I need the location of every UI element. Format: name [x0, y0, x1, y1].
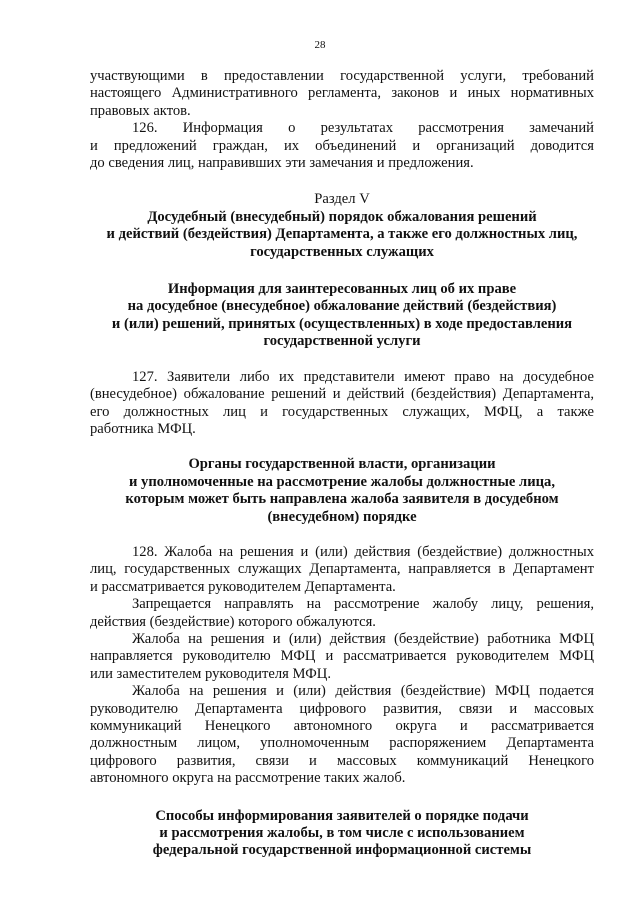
text-line: Запрещается направлять на рассмотрение жалобу лицу, решения, — [132, 596, 594, 613]
heading-line: и (или) решений, принятых (осуществленных) в ходе предоставления — [111, 315, 573, 332]
continuation-paragraph — [90, 68, 594, 120]
heading-line: и действий (бездействия) Департамента, а также его должностных лиц, — [106, 226, 578, 243]
heading-line: на досудебное (внесудебное) обжалование действий (бездействия) — [127, 298, 557, 315]
text-line: цифрового развития, связи и массовых коммуникаций Ненецкого — [90, 752, 594, 769]
text-line: и рассматривается руководителем Департамента. — [90, 578, 396, 595]
text-line: 127. Заявители либо их представители имеют право на досудебное — [132, 368, 594, 385]
heading-line: федеральной государственной информационной системы — [152, 842, 532, 859]
paragraph-128 — [90, 544, 594, 596]
text-line: участвующими в предоставлении государственной услуги, требований — [90, 68, 594, 84]
paragraph-128-prohibition — [90, 596, 594, 631]
text-line: направляется руководителю МФЦ и рассматривается руководителем МФЦ — [90, 648, 594, 665]
text-line: 128. Жалоба на решения и (или) действия (бездействие) должностных — [132, 543, 594, 560]
text-line: его должностных лиц и государственных служащих, МФЦ, а также — [90, 403, 594, 420]
page-number: 28 — [314, 39, 326, 51]
heading-line: государственной услуги — [263, 333, 421, 350]
heading-line: (внесудебном) порядке — [267, 508, 417, 525]
heading-line: которым может быть направлена жалоба заявителя в досудебном — [125, 491, 559, 508]
text-line: 126. Информация о результатах рассмотрения замечаний — [132, 120, 594, 137]
text-line: руководителю Департамента цифрового развития, связи и массовых — [90, 700, 594, 717]
text-line: автономного округа на рассмотрение таких жалоб. — [90, 770, 406, 787]
text-line: Жалоба на решения и (или) действия (бездействие) МФЦ подается — [132, 683, 594, 700]
heading-line: Органы государственной власти, организации — [188, 456, 496, 473]
page-content — [90, 68, 594, 860]
text-line: и предложений граждан, их объединений и организаций доводится — [90, 137, 594, 154]
paragraph-127 — [90, 369, 594, 439]
text-line: лиц, государственных служащих Департамента, направляется в Департамент — [90, 561, 594, 578]
heading-line: государственных служащих — [250, 243, 434, 260]
heading-line: и уполномоченные на рассмотрение жалобы должностные лица, — [129, 473, 555, 490]
heading-information-rights — [90, 281, 594, 351]
section-label: Раздел V — [314, 191, 370, 208]
text-line: работника МФЦ. — [90, 420, 196, 437]
section-title — [90, 209, 594, 261]
text-line: Жалоба на решения и (или) действия (бездействие) работника МФЦ — [132, 630, 594, 647]
text-line: действия (бездействие) которого обжалуются. — [90, 613, 376, 630]
paragraph-128-mfc — [90, 683, 594, 787]
paragraph-126 — [90, 120, 594, 172]
text-line: коммуникаций Ненецкого автономного округа и рассматривается — [90, 718, 594, 734]
paragraph-128-mfc-worker — [90, 631, 594, 683]
text-line: должностным лицом, уполномоченным распоряжением Департамента — [90, 735, 594, 752]
heading-line: и рассмотрения жалобы, в том числе с использованием — [159, 825, 525, 842]
heading-informing-methods — [90, 808, 594, 860]
heading-authorities — [90, 456, 594, 526]
heading-line: Способы информирования заявителей о порядке подачи — [155, 807, 529, 824]
text-line: настоящего Административного регламента, законов и иных нормативных — [90, 85, 594, 102]
text-line: правовых актов. — [90, 102, 191, 119]
heading-line: Информация для заинтересованных лиц об их праве — [167, 281, 517, 298]
text-line: (внесудебное) обжалование решений и действий (бездействия) Департамента, — [90, 386, 594, 403]
text-line: или заместителем руководителя МФЦ. — [90, 665, 331, 682]
text-line: до сведения лиц, направивших эти замечания и предложения. — [90, 155, 474, 172]
heading-line: Досудебный (внесудебный) порядок обжалования решений — [147, 208, 537, 225]
